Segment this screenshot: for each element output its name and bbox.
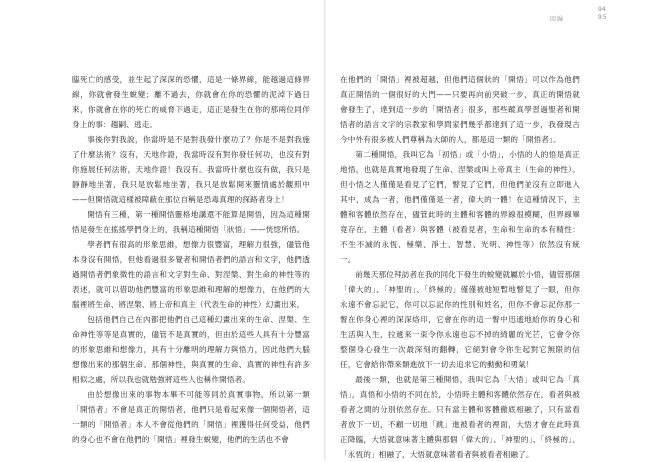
paragraph: 在他們的「開悟」裡被超越，但他們這個狀的「開悟」可以作為他們真正開悟的一個很好的大門——只要再向前突破一步，真正的開悟就會發生了，達到這一步的「開悟者」很多，那些蹤真學習過聖者和開悟者的語言文字的宗教家和學問家們幾乎都達到了這一步，我發現古今中外有很多被人們尊稱為大師的人，都是這一類的「開悟者」。 xyxy=(340,75,580,144)
paragraph: 事後你對我說，你當時是不是對我發什麼功了？你是不是對我施了什麼法術？沒有，天地作證，我當時沒有對你發任何功，也沒有對你施展任何法術，天地作證！我沒有。我當時什麼也沒有做，我只是靜靜地坐著，我只是放鬆地坐著，我只是放鬆開來靈情處於觀照中——但開悟就這樣被障蔽在那位自稱是恐毒真理的探路者身上！ xyxy=(72,135,310,204)
page-number-left: 94 xyxy=(598,6,606,13)
book-gutter xyxy=(324,0,326,461)
right-page-body xyxy=(340,72,580,462)
paragraph: 第二種開悟，我叫它為「初悟」或「小悟」，小悟的人的悟是真正地悟，也就是真實地發現了生命、涅槃或叫上帝真主（生命的神性）。但小悟之人僅僅是看見了它們，瞥見了它們，但他們並沒有立即進入其中，成為一者，他們僅僅是一者，偉大的一體！在這種情況下，主體和客體依然存在，儘管此時的主體和客體的界線很模糊，但界線畢竟存在，主體（看者）與客體（被看見者，生命和生命的本有精性：不生不滅的永恆、極樂、淨土、智慧、光明、神性等）依然沒有統一。 xyxy=(340,150,580,264)
paragraph: 學者們有很高的形象思維，想像力很豐富，理解力很強，儘管他本身沒有開悟，但他看過很多覺者和開悟者們的語言和文字，他們透過開悟者們象徵性的語言和文字對生命、對涅槃、對生命的神性等的表述，就可以借助他們豐富的形象思維和理解的想像力，在他們的大腦裡將生命、將涅槃、將上帝和真主（代表生命的神性）幻畫出來。 xyxy=(72,240,310,309)
paragraph: 開悟有三種，第一種開悟靈格地講還不能算是開悟，因為這種開悟是發生在搖搖學們身上的，我稱這種開悟「狀悟」——恍惚所悟。 xyxy=(72,210,310,234)
running-page-number: 95 xyxy=(598,14,608,21)
paragraph: 最後一類，也就是第三種開悟，我叫它為「大悟」或叫它為「真悟」，真悟和小悟的不同在於，小悟時主體和客體依然存在，看者與被看者之間的分別依然存在。只有當主體和客體徹底相融了，只有當看者放下一切，不顧一切地「跳」進被看者的裡面，大悟才會在此時真正降臨，大悟就意味著主體與那個「偉大的」、「神聖的」、「終極的」、「永恆的」相融了，大悟就意味著看者與被看者相融了。 xyxy=(340,375,580,459)
paragraph: 臨死亡的感受，並生起了深深的恐懼，這是一條界線，能越過這條界線，你就會發生蛻變；離不過去，你就會在你的恐懼的泥淖下過日來，你就會在你的死亡的威脅下過走，這正是發生在你的那兩位同伴身上的事：趨嗣、逃走。 xyxy=(72,75,310,129)
paragraph: 由於想像出來的事物本畢不可能等同於真實事物，所以第一類「開悟者」不會是真正的開悟者，他們只是看起來像一個開悟者，這一類的「開悟者」本人不會從他們的「開悟」裡獲得任何受益，他們的身心也不會在他們的「開悟」裡發生蛻變，他們的生活也不會 xyxy=(72,390,310,444)
running-title: 回歸 xyxy=(550,16,565,23)
left-page-body xyxy=(72,72,310,447)
paragraph: 前幾天那位拜訪者在我的同化下發生的蛻變就屬於小悟，儘管那個「偉大的」、「神聖的」、「終極的」僅僅被他短暫地瞥見了一眼，但你永遠不會忘記它，你可以忘記你的性別和姓名，但你不會忘記你那一瞥在你身心裡的深深烙印，它會在你的這一瞥中迅遙地給你的身心和生活與人生，拉遞來一束令你永遠也忘不掉的綺麗的光芒，它會令你整個身心發生一次最深刻的翻轉，它絕對會令你生起對它無限的信任，它會給你帶來類進放下一切去追求它的動動和勇氣！ xyxy=(340,270,580,369)
paragraph: 包括他們自己在內都把他們自己這種幻畫出來的生命、涅槃、生命神性等等是真實的，儘管不是真實的，但由於這些人具有十分豐富的形象思維和想像力，具有十分離明的理解力與悟力，因此他們大腦想像出來的那個生命、那個神性，與真實的生命、真實的神性有許多相似之處，所以我也就勉強將這些人也稱作開悟者。 xyxy=(72,315,310,384)
